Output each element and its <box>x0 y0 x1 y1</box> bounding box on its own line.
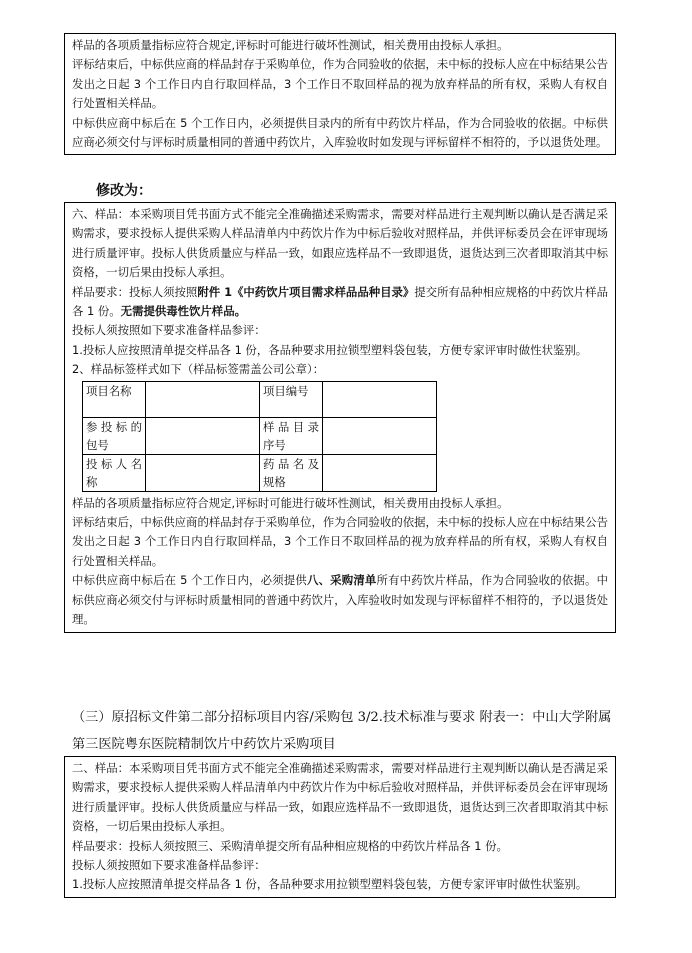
table-cell: 药品名及规格 <box>259 454 322 491</box>
paragraph: 中标供应商中标后在 5 个工作日内，必须提供目录内的所有中药饮片样品，作为合同验收的依据。中标供应商必须交付与评标时质量相同的普通中药饮片，入库验收时如发现与评标留样不相符的，予以退货处理。 <box>72 115 608 150</box>
amended-sample-clause-box <box>64 202 616 633</box>
no-toxic-sample-note: 无需提供毒性饮片样品。 <box>120 304 246 319</box>
table-cell: 参投标的包号 <box>83 417 146 454</box>
table-row <box>83 454 437 491</box>
sample-requirement <box>72 283 608 322</box>
table-cell: 样品目录序号 <box>259 417 322 454</box>
paragraph: 六、样品：本采购项目凭书面方式不能完全准确描述采购需求，需要对样品进行主观判断以确认是否满足采购需求，要求投标人提供采购人样品清单内中药饮片作为中标后验收对照样品，并供评标委员会在评审现场进行质量评审。投标人供货质量应与样品一致，如跟应选样品不一致即退货，退货达到三次者即取消其中标资格，一切后果由投标人承担。 <box>72 207 608 280</box>
table-cell: 项目名称 <box>83 381 146 417</box>
sample-label-table <box>82 381 437 492</box>
original-sample-clause-box <box>64 33 616 155</box>
paragraph: 样品要求：投标人须按照三、采购清单提交所有品种相应规格的中药饮片样品各 1 份。 <box>72 838 508 853</box>
paragraph: 样品的各项质量指标应符合规定,评标时可能进行破坏性测试，相关费用由投标人承担。 <box>72 495 509 510</box>
paragraph: 投标人须按照如下要求准备样品参评： <box>72 323 266 338</box>
text: 所有中药饮片样品，作为合同验收的依据。中标供应商必须交付与评标时质量相同的普通中药饮片，入库验收时如发现与评标留样不相符的，予以退货处理。 <box>72 573 608 627</box>
section-title: （三）原招标文件第二部分招标项目内容/采购包 3/2.技术标准与要求 附表一：中山大学附属第三医院粤东医院精制饮片中药饮片采购项目 <box>72 710 612 752</box>
table-cell: 投标人名称 <box>83 454 146 491</box>
paragraph: 2、样品标签样式如下（样品标签需盖公司公章）： <box>72 362 325 377</box>
procurement-list-reference: 八、采购清单 <box>306 573 377 588</box>
text: 中标供应商中标后在 5 个工作日内，必须提供 <box>72 573 307 588</box>
attachment-reference: 附件 1《中药饮片项目需求样品品种目录》 <box>197 284 415 299</box>
table-cell: 项目编号 <box>259 381 322 417</box>
table-row <box>83 417 437 454</box>
table-cell <box>323 454 437 491</box>
original-technical-sample-box <box>64 756 616 898</box>
table-cell <box>146 454 260 491</box>
table-cell <box>323 417 437 454</box>
text: 提交所有品种相应规格的中药饮片样品各 1 份。 <box>72 284 608 319</box>
paragraph: 评标结束后，中标供应商的样品封存于采购单位，作为合同验收的依据，未中标的投标人应在中标结果公告发出之日起 3 个工作日内自行取回样品，3 个工作日不取回样品的视为放弃样品的所有权，采购人有权自行处置相关样品。 <box>72 515 608 568</box>
paragraph: 1.投标人应按照清单提交样品各 1 份，各品种要求用拉锁型塑料袋包装，方便专家评审时做性状鉴别。 <box>72 342 588 357</box>
paragraph: 二、样品：本采购项目凭书面方式不能完全准确描述采购需求，需要对样品进行主观判断以确认是否满足采购需求，要求投标人提供采购人样品清单内中药饮片作为中标后验收对照样品，并供评标委员会在评审现场进行质量评审。投标人供货质量应与样品一致，如跟应选样品不一致即退货，退货达到三次者即取消其中标资格，一切后果由投标人承担。 <box>72 761 608 834</box>
paragraph: 投标人须按照如下要求准备样品参评： <box>72 858 266 873</box>
amendment-heading: 修改为： <box>96 183 152 199</box>
table-cell <box>323 381 437 417</box>
table-cell <box>146 417 260 454</box>
text: 样品要求：投标人须按照 <box>72 284 198 299</box>
paragraph: 1.投标人应按照清单提交样品各 1 份，各品种要求用拉锁型塑料袋包装，方便专家评审时做性状鉴别。 <box>72 877 588 892</box>
paragraph: 评标结束后，中标供应商的样品封存于采购单位，作为合同验收的依据，未中标的投标人应在中标结果公告发出之日起 3 个工作日内自行取回样品，3 个工作日不取回样品的视为放弃样品的所有权，采购人有权自行处置相关样品。 <box>72 57 608 111</box>
table-cell <box>146 381 260 417</box>
table-row <box>83 381 437 417</box>
paragraph <box>72 571 608 629</box>
paragraph: 样品的各项质量指标应符合规定,评标时可能进行破坏性测试，相关费用由投标人承担。 <box>72 38 509 52</box>
